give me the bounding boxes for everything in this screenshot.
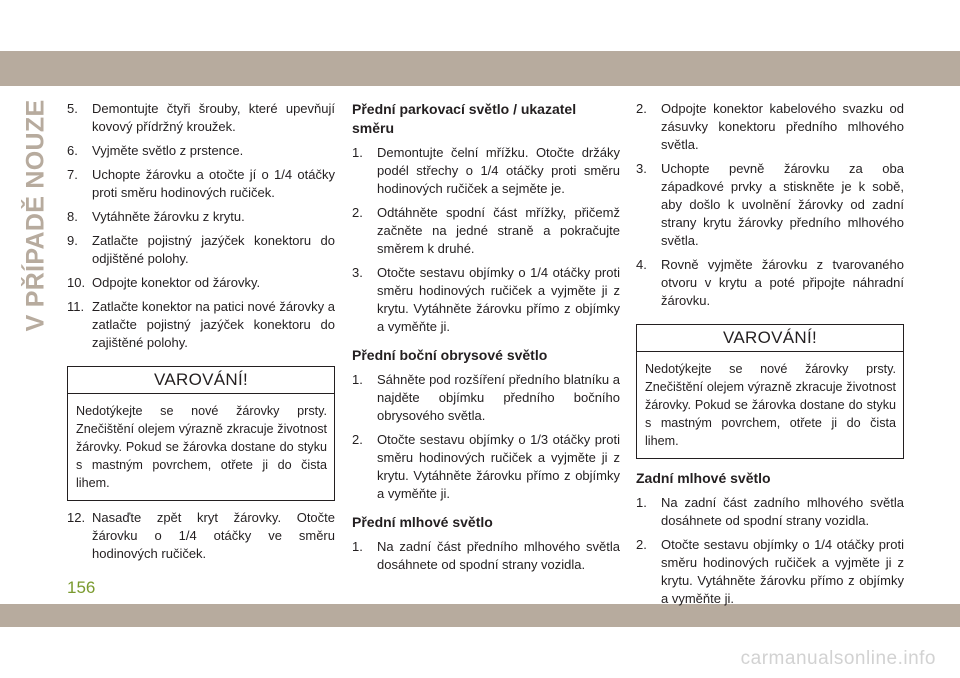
item-number: 8.	[67, 209, 78, 224]
item-text: Demontujte čelní mřížku. Otočte držáky podél střechy o 1/4 otáčky proti směru hodinových ručiček a sejměte je.	[377, 145, 620, 196]
list-item	[67, 232, 335, 268]
list-item	[636, 160, 904, 250]
item-number: 1.	[352, 372, 363, 387]
item-text: Odpojte konektor kabelového svazku od zásuvky konektoru předního mlhového světla.	[661, 101, 904, 152]
item-number: 3.	[636, 161, 647, 176]
column-1	[67, 100, 335, 569]
item-number: 6.	[67, 143, 78, 158]
item-text: Otočte sestavu objímky o 1/3 otáčky proti směru hodinových ručiček a vyjměte ji z krytu. Vytáhněte žárovku přímo z objímky a vyměňte ji.	[377, 432, 620, 501]
item-text: Sáhněte pod rozšíření předního blatníku a najděte objímku předního bočního obrysového světla.	[377, 372, 620, 423]
item-number: 4.	[636, 257, 647, 272]
warning-box	[636, 324, 904, 459]
warning-title: VAROVÁNÍ!	[637, 325, 903, 352]
item-text: Otočte sestavu objímky o 1/4 otáčky proti směru hodinových ručiček a vyjměte ji z krytu. Vytáhněte žárovku přímo z objímky a vyměňte ji.	[377, 265, 620, 334]
column-2	[352, 100, 620, 580]
item-text: Na zadní část zadního mlhového světla dosáhnete od spodní strany vozidla.	[661, 495, 904, 528]
item-number: 1.	[352, 145, 363, 160]
item-text: Zatlačte pojistný jazýček konektoru do odjištěné polohy.	[92, 233, 335, 266]
list-item	[352, 264, 620, 336]
section-heading: Zadní mlhové světlo	[636, 470, 771, 486]
item-text: Odtáhněte spodní část mřížky, přičemž začněte na jedné straně a pokračujte směrem k druhé.	[377, 205, 620, 256]
item-number: 1.	[636, 495, 647, 510]
item-number: 9.	[67, 233, 78, 248]
section-title	[21, 99, 51, 331]
list-item	[352, 431, 620, 503]
list-item	[636, 100, 904, 154]
warning-box	[67, 366, 335, 501]
list-item	[636, 256, 904, 310]
section-heading: Přední parkovací světlo / ukazatel směru	[352, 101, 577, 136]
item-text: Otočte sestavu objímky o 1/4 otáčky proti směru hodinových ručiček a vyjměte ji z krytu. Vytáhněte žárovku přímo z objímky a vyměňte ji.	[661, 537, 904, 606]
warning-text: Nedotýkejte se nové žárovky prsty. Znečištění olejem výrazně zkracuje životnost žárovky. Pokud se žárovka dostane do styku s mastným povrchem, otřete ji do čista lihem.	[76, 404, 327, 490]
item-text: Rovně vyjměte žárovku z tvarovaného otvoru v krytu a poté připojte náhradní žárovku.	[661, 257, 904, 308]
item-text: Uchopte žárovku a otočte jí o 1/4 otáčky proti směru hodinových ručiček.	[92, 167, 335, 200]
warning-title: VAROVÁNÍ!	[68, 367, 334, 394]
item-number: 12.	[67, 510, 86, 525]
item-number: 2.	[352, 432, 363, 447]
list-item	[636, 536, 904, 608]
list-item	[67, 166, 335, 202]
item-text: Uchopte pevně žárovku za oba západkové prvky a stiskněte je k sobě, aby došlo k uvolnění žárovky od zadní strany krytu žárovky předního mlhového světla.	[661, 161, 904, 248]
item-number: 10.	[67, 275, 86, 290]
item-number: 11.	[67, 299, 85, 314]
warning-text: Nedotýkejte se nové žárovky prsty. Znečištění olejem výrazně zkracuje životnost žárovky. Pokud se žárovka dostane do styku s mastným povrchem, otřete ji do čista lihem.	[645, 362, 896, 448]
list-item	[352, 144, 620, 198]
list-item	[67, 509, 335, 563]
list-item	[67, 142, 335, 160]
list-item	[67, 298, 335, 352]
list-item	[67, 100, 335, 136]
item-number: 1.	[352, 539, 363, 554]
item-text: Demontujte čtyři šrouby, které upevňují kovový přídržný kroužek.	[92, 101, 335, 134]
column-3	[636, 100, 904, 614]
section-heading: Přední boční obrysové světlo	[352, 347, 548, 363]
item-number: 2.	[636, 101, 647, 116]
item-text: Odpojte konektor od žárovky.	[92, 275, 261, 290]
item-number: 7.	[67, 167, 78, 182]
item-number: 3.	[352, 265, 363, 280]
list-item	[636, 494, 904, 530]
list-item	[352, 371, 620, 425]
item-text: Vyjměte světlo z prstence.	[92, 143, 244, 158]
item-number: 5.	[67, 101, 78, 116]
list-item	[67, 208, 335, 226]
item-text: Vytáhněte žárovku z krytu.	[92, 209, 245, 224]
section-heading: Přední mlhové světlo	[352, 514, 493, 530]
list-item	[67, 274, 335, 292]
item-text: Na zadní část předního mlhového světla dosáhnete od spodní strany vozidla.	[377, 539, 620, 572]
section-title-text: V PŘÍPADĚ NOUZE	[21, 99, 50, 331]
list-item	[352, 204, 620, 258]
watermark: carmanualsonline.info	[740, 648, 936, 669]
item-number: 2.	[352, 205, 363, 220]
header-band	[0, 51, 960, 86]
item-text: Nasaďte zpět kryt žárovky. Otočte žárovku o 1/4 otáčky ve směru hodinových ručiček.	[92, 510, 335, 561]
item-number: 2.	[636, 537, 647, 552]
item-text: Zatlačte konektor na patici nové žárovky a zatlačte pojistný jazýček konektoru do zajištěné polohy.	[92, 299, 335, 350]
list-item	[352, 538, 620, 574]
page-number: 156	[67, 578, 96, 597]
